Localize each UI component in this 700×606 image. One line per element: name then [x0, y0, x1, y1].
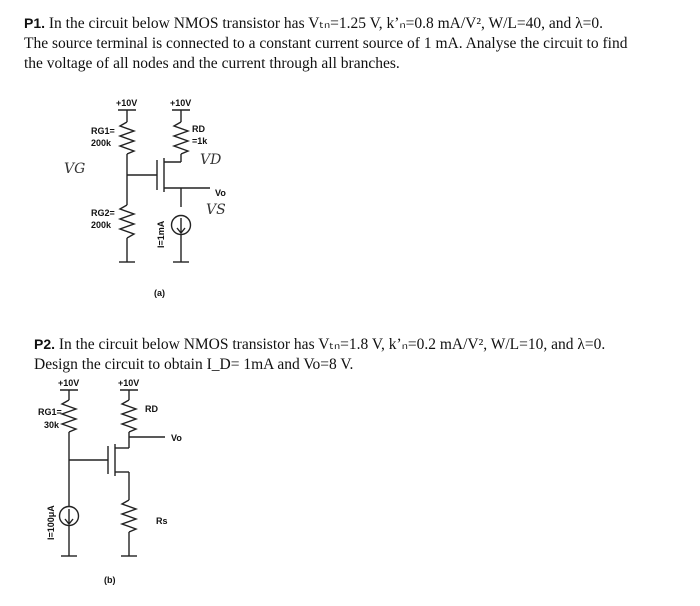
circuit-b	[38, 378, 182, 585]
circuit-a-rg1-value: 200k	[91, 138, 112, 148]
circuit-a-rg1-resistor	[120, 122, 134, 154]
circuit-b-supply-right: +10V	[118, 378, 140, 388]
circuit-b-rg1-resistor	[62, 400, 76, 432]
circuit-a-hand-vd: VD	[200, 152, 222, 168]
circuit-a-hand-vs: VS	[206, 202, 226, 218]
circuit-a-rg2-label: RG2=	[91, 208, 115, 218]
problem-2-number: P2.	[34, 336, 56, 352]
problem-1-number: P1.	[24, 15, 46, 31]
circuit-a-hand-vg: VG	[64, 161, 86, 177]
circuit-a-supply-right: +10V	[170, 98, 192, 108]
circuit-b-rs-label: Rs	[156, 516, 168, 526]
circuit-b-supply-left: +10V	[58, 378, 80, 388]
circuit-b-rd-resistor	[122, 400, 136, 432]
circuit-a-rd-resistor	[174, 122, 188, 154]
problem-2-line-2: Design the circuit to obtain I_D= 1mA and Vo=8 V.	[34, 356, 354, 373]
circuit-b-current-label: I=100μA	[46, 505, 56, 540]
circuit-a-rg2-resistor	[120, 205, 134, 238]
problem-2-text-1: In the circuit below NMOS transistor has Vₜₙ=1.8 V, k’ₙ=0.2 mA/V², W/L=10, and λ=0.	[58, 336, 606, 353]
circuit-b-rg1-value: 30k	[44, 420, 60, 430]
circuit-b-caption: (b)	[104, 575, 116, 585]
circuit-b-rd-label: RD	[145, 404, 158, 414]
problem-1-text-1: In the circuit below NMOS transistor has Vₜₙ=1.25 V, k’ₙ=0.8 mA/V², W/L=40, and λ=0.	[48, 15, 604, 32]
circuit-a-caption: (a)	[154, 288, 165, 298]
circuit-a-rd-value: =1k	[192, 136, 208, 146]
circuit-b-rs-resistor	[122, 500, 136, 532]
problem-1-line-2: The source terminal is connected to a constant current source of 1 mA. Analyse the circuit to find	[24, 35, 628, 52]
circuit-a	[64, 98, 226, 298]
circuit-a-supply-left: +10V	[116, 98, 138, 108]
circuit-b-rg1-label: RG1=	[38, 407, 62, 417]
circuit-b-vo-label: Vo	[171, 433, 182, 443]
circuit-a-rg2-value: 200k	[91, 220, 112, 230]
circuit-a-rg1-label: RG1=	[91, 126, 115, 136]
problem-1-line-3: the voltage of all nodes and the current through all branches.	[24, 55, 400, 72]
circuit-a-rd-label: RD	[192, 124, 205, 134]
circuit-a-vo-label: Vo	[215, 188, 226, 198]
circuit-a-current-label: I=1mA	[156, 220, 166, 248]
